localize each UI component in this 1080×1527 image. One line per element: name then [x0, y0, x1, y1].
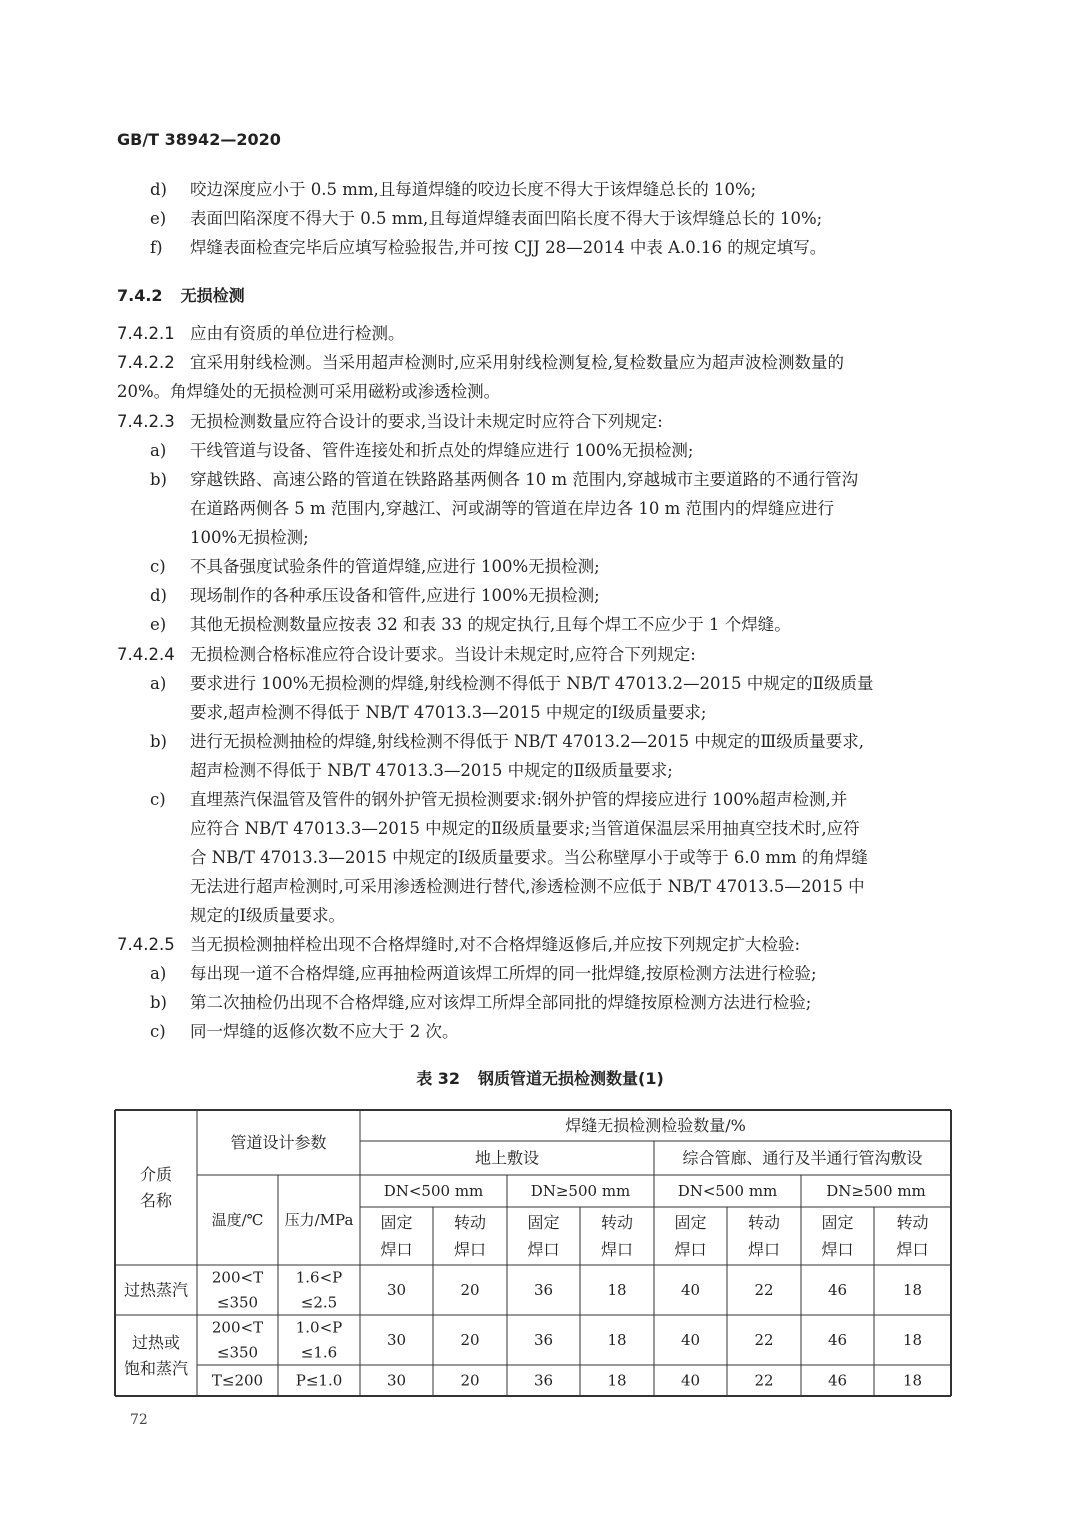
cell-value: 36 [533, 1371, 554, 1390]
document-id: GB/T 38942—2020 [117, 130, 281, 149]
clause-number: 7.4.2.1 [117, 324, 175, 343]
clause-text: 20%。角焊缝处的无损检测可采用磁粉或渗透检测。 [117, 382, 501, 401]
cell-value: 40 [680, 1281, 701, 1299]
cell-value: 20 [460, 1331, 480, 1349]
table-title: 钢质管道无损检测数量(1) [478, 1069, 664, 1088]
cell-value: 46 [827, 1331, 848, 1349]
header-dn-large: DN≥500 mm [530, 1182, 631, 1200]
header-dn-small: DN<500 mm [383, 1182, 484, 1200]
cell-temperature: T≤200 [211, 1371, 264, 1390]
list-item-text: 现场制作的各种承压设备和管件,应进行 100%无损检测; [190, 586, 600, 605]
cell-pressure: 1.0<P [295, 1318, 343, 1337]
cell-value: 36 [533, 1281, 554, 1299]
header-rotating-joint: 转动 [747, 1213, 781, 1232]
header-rotating-joint: 焊口 [600, 1240, 634, 1259]
header-dn-small: DN<500 mm [677, 1182, 778, 1200]
cell-pressure: ≤1.6 [300, 1343, 338, 1362]
cell-value: 30 [386, 1331, 407, 1349]
list-item-label: b) [150, 470, 167, 489]
cell-value: 18 [607, 1281, 627, 1299]
section-number: 7.4.2 [117, 286, 163, 305]
list-item-text: 第二次抽检仍出现不合格焊缝,应对该焊工所焊全部同批的焊缝按原检测方法进行检验; [190, 993, 812, 1012]
list-item-text: 每出现一道不合格焊缝,应再抽检两道该焊工所焊的同一批焊缝,按原检测方法进行检验; [190, 964, 817, 983]
header-rotating-joint: 转动 [896, 1213, 929, 1232]
cell-value: 46 [827, 1371, 848, 1390]
cell-value: 40 [680, 1371, 701, 1390]
header-fixed-joint: 焊口 [527, 1240, 560, 1259]
cell-value: 46 [827, 1281, 848, 1299]
list-item-label: e) [150, 615, 167, 634]
cell-pressure: 1.6<P [295, 1268, 343, 1287]
list-item-label: d) [150, 180, 167, 199]
cell-medium: 过热或 [131, 1333, 181, 1352]
header-medium-name: 介质 [139, 1165, 173, 1184]
clause-text: 无损检测数量应符合设计的要求,当设计未规定时应符合下列规定: [190, 412, 663, 431]
list-item-text: 应符合 NB/T 47013.3—2015 中规定的Ⅱ级质量要求;当管道保温层采用抽真空技术时,应符 [190, 819, 860, 838]
list-item-text: 咬边深度应小于 0.5 mm,且每道焊缝的咬边长度不得大于该焊缝总长的 10%; [190, 180, 757, 199]
clause-number: 7.4.2.2 [117, 353, 175, 372]
list-item-text: 规定的Ⅰ级质量要求。 [190, 906, 346, 925]
header-medium-name: 名称 [139, 1191, 173, 1210]
cell-value: 20 [460, 1281, 480, 1299]
header-temperature: 温度/℃ [211, 1211, 264, 1229]
cell-value: 22 [754, 1331, 774, 1349]
list-item-text: 在道路两侧各 5 m 范围内,穿越江、河或湖等的管道在岸边各 10 m 范围内的焊缝应进行 [190, 499, 834, 518]
header-fixed-joint: 焊口 [674, 1240, 707, 1259]
clause-text: 当无损检测抽样检出现不合格焊缝时,对不合格焊缝返修后,并应按下列规定扩大检验: [190, 935, 801, 954]
list-item-text: 无法进行超声检测时,可采用渗透检测进行替代,渗透检测不应低于 NB/T 47013.5—2015 中 [190, 877, 865, 896]
header-fixed-joint: 固定 [527, 1213, 560, 1232]
clause-number: 7.4.2.4 [117, 645, 175, 664]
header-rotating-joint: 焊口 [747, 1240, 781, 1259]
cell-value: 20 [460, 1371, 480, 1390]
list-item-label: b) [150, 993, 167, 1012]
header-dn-large: DN≥500 mm [826, 1182, 926, 1200]
list-item-text: 100%无损检测; [190, 528, 309, 547]
header-rotating-joint: 焊口 [453, 1240, 487, 1259]
cell-value: 18 [902, 1371, 923, 1390]
cell-value: 18 [902, 1281, 923, 1299]
list-item-text: 直埋蒸汽保温管及管件的钢外护管无损检测要求:钢外护管的焊接应进行 100%超声检测,并 [190, 790, 848, 809]
header-fixed-joint: 固定 [380, 1213, 413, 1232]
cell-temperature: 200<T [211, 1268, 264, 1287]
list-item-label: a) [150, 964, 167, 983]
list-item-text: 超声检测不得低于 NB/T 47013.3—2015 中规定的Ⅱ级质量要求; [190, 761, 673, 780]
cell-value: 22 [754, 1281, 774, 1299]
cell-temperature: ≤350 [216, 1343, 259, 1362]
header-utility-tunnel: 综合管廊、通行及半通行管沟敷设 [682, 1148, 923, 1168]
list-item-text: 要求进行 100%无损检测的焊缝,射线检测不得低于 NB/T 47013.2—2015 中规定的Ⅱ级质量 [190, 674, 874, 693]
list-item-text: 合 NB/T 47013.3—2015 中规定的Ⅰ级质量要求。当公称壁厚小于或等于 6.0 mm 的角焊缝 [190, 848, 868, 867]
list-item-text: 不具备强度试验条件的管道焊缝,应进行 100%无损检测; [190, 557, 600, 576]
list-item-text: 焊缝表面检查完毕后应填写检验报告,并可按 CJJ 28—2014 中表 A.0.16 的规定填写。 [190, 238, 827, 257]
header-above-ground: 地上敷设 [474, 1148, 540, 1168]
list-item-label: e) [150, 209, 167, 228]
list-item-text: 穿越铁路、高速公路的管道在铁路路基两侧各 10 m 范围内,穿越城市主要道路的不通行管沟 [190, 470, 859, 489]
cell-medium: 饱和蒸汽 [123, 1359, 189, 1378]
table-number: 表 32 [416, 1069, 461, 1088]
list-item-label: f) [150, 238, 163, 257]
cell-pressure: ≤2.5 [300, 1293, 338, 1312]
cell-pressure: P≤1.0 [295, 1371, 343, 1390]
list-item-label: a) [150, 441, 167, 460]
list-item-label: a) [150, 674, 167, 693]
cell-value: 30 [386, 1371, 407, 1390]
header-rotating-joint: 转动 [600, 1213, 634, 1232]
cell-temperature: 200<T [211, 1318, 264, 1337]
list-item-text: 要求,超声检测不得低于 NB/T 47013.3—2015 中规定的Ⅰ级质量要求; [190, 703, 707, 722]
header-fixed-joint: 固定 [821, 1213, 854, 1232]
cell-value: 40 [680, 1331, 701, 1349]
list-item-label: c) [150, 557, 166, 576]
header-rotating-joint: 焊口 [896, 1240, 929, 1259]
cell-value: 22 [754, 1371, 774, 1390]
cell-value: 18 [607, 1371, 627, 1390]
header-pipe-params: 管道设计参数 [230, 1133, 327, 1152]
list-item-label: b) [150, 732, 167, 751]
header-rotating-joint: 转动 [453, 1213, 487, 1232]
header-pressure: 压力/MPa [284, 1211, 354, 1229]
list-item-label: c) [150, 790, 166, 809]
cell-medium: 过热蒸汽 [123, 1280, 189, 1300]
header-fixed-joint: 焊口 [380, 1240, 413, 1259]
list-item-text: 干线管道与设备、管件连接处和折点处的焊缝应进行 100%无损检测; [190, 441, 694, 460]
clause-number: 7.4.2.3 [117, 412, 175, 431]
header-inspection-ratio: 焊缝无损检测检验数量/% [565, 1116, 746, 1135]
cell-temperature: ≤350 [216, 1293, 259, 1312]
list-item-text: 进行无损检测抽检的焊缝,射线检测不得低于 NB/T 47013.2—2015 中规定的Ⅲ级质量要求, [190, 732, 864, 751]
header-fixed-joint: 焊口 [821, 1240, 854, 1259]
cell-value: 36 [533, 1331, 554, 1349]
list-item-label: c) [150, 1022, 166, 1041]
clause-text: 宜采用射线检测。当采用超声检测时,应采用射线检测复检,复检数量应为超声波检测数量的 [190, 353, 844, 372]
clause-number: 7.4.2.5 [117, 935, 175, 954]
cell-value: 18 [902, 1331, 923, 1349]
cell-value: 18 [607, 1331, 627, 1349]
list-item-label: d) [150, 586, 167, 605]
list-item-text: 其他无损检测数量应按表 32 和表 33 的规定执行,且每个焊工不应少于 1 个焊缝。 [190, 615, 791, 634]
clause-text: 无损检测合格标准应符合设计要求。当设计未规定时,应符合下列规定: [190, 645, 696, 664]
section-title: 无损检测 [180, 286, 245, 305]
clause-text: 应由有资质的单位进行检测。 [190, 324, 405, 343]
list-item-text: 表面凹陷深度不得大于 0.5 mm,且每道焊缝表面凹陷长度不得大于该焊缝总长的 10%; [190, 209, 823, 228]
cell-value: 30 [386, 1281, 407, 1299]
header-fixed-joint: 固定 [674, 1213, 707, 1232]
list-item-text: 同一焊缝的返修次数不应大于 2 次。 [190, 1022, 459, 1041]
page-number: 72 [130, 1412, 148, 1428]
